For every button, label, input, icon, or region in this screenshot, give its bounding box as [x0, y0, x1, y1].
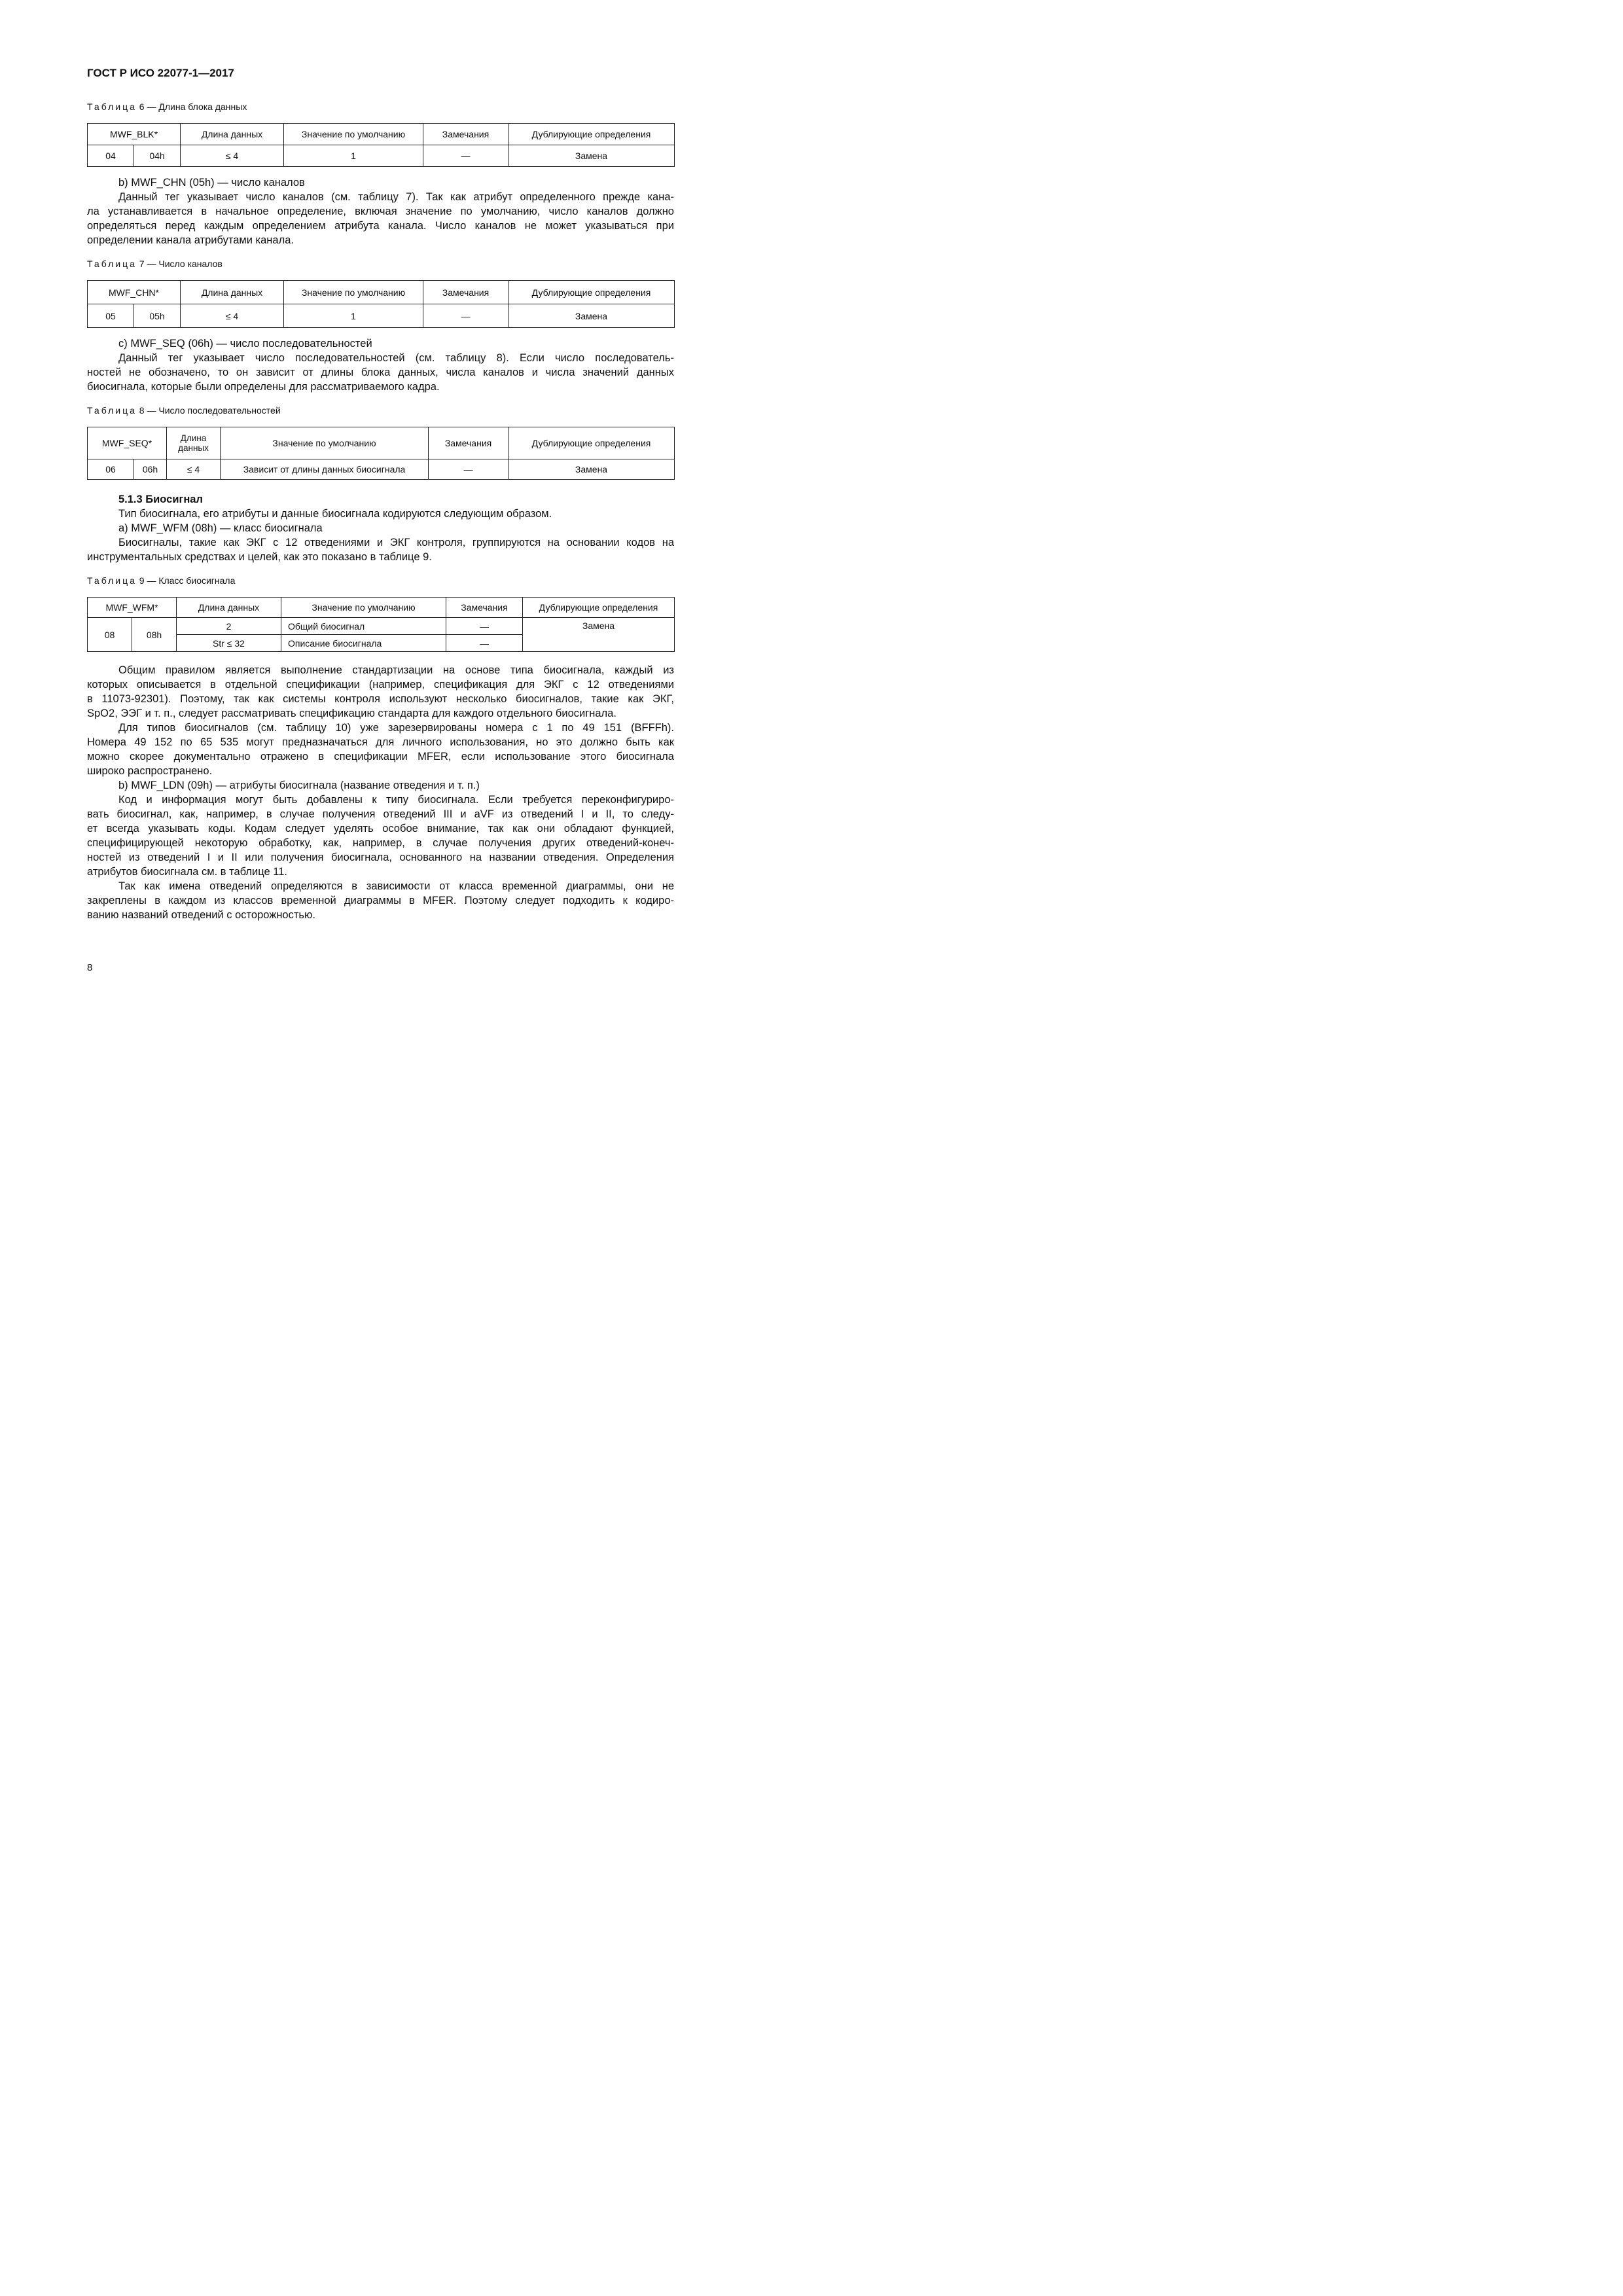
- header-cell: Длина данных: [181, 281, 284, 304]
- header-cell: Дублирующие определения: [523, 598, 675, 618]
- table-cell: 04: [88, 145, 134, 167]
- paragraph-line: закреплены в каждом из классов временной диаграммы в MFER. Поэтому следует подходить к кодиро-: [87, 895, 674, 906]
- paragraph-line: Номера 49 152 по 65 535 могут предназначаться для личного использования, но это должно быть как: [87, 736, 674, 748]
- table-row: [88, 459, 675, 480]
- table-cell: Общий биосигнал: [281, 618, 446, 635]
- paragraph-line: Данный тег указывает число последовательностей (см. таблицу 8). Если число последователь-: [118, 352, 674, 364]
- table-cell: 2: [177, 618, 281, 635]
- table-caption-label: Таблица: [87, 405, 137, 416]
- table-6: [87, 123, 675, 167]
- table-header-row: [88, 281, 675, 304]
- table-cell: 1: [284, 145, 423, 167]
- paragraph-line: Биосигналы, такие как ЭКГ с 12 отведениями и ЭКГ контроля, группируются на основании кодов на: [118, 537, 674, 548]
- paragraph-line: Код и информация могут быть добавлены к типу биосигнала. Если требуется переконфигуриро-: [118, 794, 674, 806]
- table-cell: 08h: [132, 618, 177, 652]
- table-cell: —: [423, 145, 508, 167]
- table-9-caption: [87, 575, 235, 586]
- header-cell: Значение по умолчанию: [284, 124, 423, 145]
- table-row: [88, 304, 675, 328]
- header-cell: Замечания: [423, 124, 508, 145]
- table-header-row: [88, 427, 675, 459]
- paragraph-line: ностей из отведений I и II или получения биосигнала, основанного на названии отведения. Определения: [87, 852, 674, 863]
- header-cell: Длина данных: [177, 598, 281, 618]
- section-heading: b) MWF_CHN (05h) — число каналов: [118, 177, 305, 188]
- paragraph-line: биосигнала, которые были определены для рассматриваемого кадра.: [87, 381, 440, 393]
- section-heading: b) MWF_LDN (09h) — атрибуты биосигнала (название отведения и т. п.): [118, 780, 480, 791]
- table-cell: Замена: [508, 459, 675, 480]
- header-cell: MWF_CHN*: [88, 281, 181, 304]
- table-9: [87, 597, 675, 652]
- paragraph-line: SpO2, ЭЭГ и т. п., следует рассматривать спецификацию стандарта для каждого отдельного биосигнала.: [87, 708, 616, 719]
- paragraph-line: ностей не обозначено, то он зависит от длины блока данных, числа каналов и числа значений данных: [87, 367, 674, 378]
- table-cell: 08: [88, 618, 132, 652]
- table-cell: 04h: [134, 145, 181, 167]
- table-cell: ≤ 4: [181, 145, 284, 167]
- paragraph-line: в 11073-92301). Поэтому, так как системы контроля используют несколько биосигналов, такие как ЭКГ,: [87, 693, 674, 705]
- header-cell: MWF_WFM*: [88, 598, 177, 618]
- paragraph-line: определяться перед каждым определением атрибута канала. Число каналов не может указываться при: [87, 220, 674, 232]
- table-cell: Str ≤ 32: [177, 635, 281, 652]
- table-header-row: [88, 598, 675, 618]
- paragraph-line: Так как имена отведений определяются в зависимости от класса временной диаграммы, они не: [118, 880, 674, 892]
- paragraph-line: ет всегда указывать коды. Кодам следует уделять особое внимание, так как они обладают функцией,: [87, 823, 674, 834]
- header-cell: Значение по умолчанию: [221, 427, 429, 459]
- table-caption-text: 7 — Число каналов: [136, 259, 223, 269]
- paragraph-line: ла устанавливается в начальное определение, включая значение по умолчанию, число каналов должно: [87, 206, 674, 217]
- paragraph-line: вать биосигнал, как, например, в случае получения отведений III и aVF из отведений I и II, то следу-: [87, 808, 674, 820]
- header-cell: Замечания: [446, 598, 523, 618]
- table-cell: —: [446, 635, 523, 652]
- table-caption-label: Таблица: [87, 101, 137, 112]
- table-cell: ≤ 4: [167, 459, 221, 480]
- header-cell: MWF_BLK*: [88, 124, 181, 145]
- paragraph-line: атрибутов биосигнала см. в таблице 11.: [87, 866, 287, 878]
- paragraph-line: специфицирующей некоторую обработку, как, например, в случае получения других отведений-конеч-: [87, 837, 674, 849]
- table-cell: Описание биосигнала: [281, 635, 446, 652]
- paragraph-line: которых описывается в отдельной спецификации (например, спецификация для ЭКГ с 12 отведениями: [87, 679, 674, 691]
- paragraph-line: Тип биосигнала, его атрибуты и данные биосигнала кодируются следующим образом.: [118, 508, 552, 520]
- paragraph-line: Общим правилом является выполнение стандартизации на основе типа биосигнала, каждый из: [118, 664, 674, 676]
- header-cell: Замечания: [429, 427, 508, 459]
- table-8-caption: [87, 405, 281, 416]
- table-cell: 05h: [134, 304, 181, 328]
- page-number: 8: [87, 962, 93, 973]
- table-6-caption: [87, 101, 247, 112]
- table-caption-text: 9 — Класс биосигнала: [136, 575, 236, 586]
- paragraph-line: можно скорее документально отражено в спецификации MFER, если использование этого биосигнала: [87, 751, 674, 762]
- header-cell: Значение по умолчанию: [284, 281, 423, 304]
- header-cell: Значение по умолчанию: [281, 598, 446, 618]
- paragraph-line: инструментальных средствах и целей, как это показано в таблице 9.: [87, 551, 432, 563]
- table-cell: 06: [88, 459, 134, 480]
- table-7-caption: [87, 259, 223, 269]
- table-row: [88, 145, 675, 167]
- table-7: [87, 280, 675, 328]
- header-cell: Дублирующие определения: [508, 124, 675, 145]
- section-heading: a) MWF_WFM (08h) — класс биосигнала: [118, 522, 323, 534]
- header-cell: Длина данных: [181, 124, 284, 145]
- table-cell: Замена: [508, 304, 675, 328]
- header-cell: Замечания: [423, 281, 508, 304]
- table-8: [87, 427, 675, 480]
- paragraph-line: определении канала атрибутами канала.: [87, 234, 294, 246]
- table-cell: Замена: [523, 618, 675, 652]
- table-caption-label: Таблица: [87, 259, 137, 269]
- section-heading: c) MWF_SEQ (06h) — число последовательностей: [118, 338, 372, 350]
- table-row: [88, 618, 675, 635]
- paragraph-line: Данный тег указывает число каналов (см. таблицу 7). Так как атрибут определенного прежде кана-: [118, 191, 674, 203]
- paragraph-line: ванию названий отведений с осторожностью.: [87, 909, 315, 921]
- table-cell: —: [429, 459, 508, 480]
- header-cell: Длина данных: [167, 427, 221, 459]
- table-cell: 06h: [134, 459, 167, 480]
- header-cell: Дублирующие определения: [508, 281, 675, 304]
- table-cell: Замена: [508, 145, 675, 167]
- section-heading: 5.1.3 Биосигнал: [118, 493, 203, 505]
- table-header-row: [88, 124, 675, 145]
- table-caption-text: 8 — Число последовательностей: [136, 405, 281, 416]
- paragraph-line: широко распространено.: [87, 765, 213, 777]
- table-cell: 05: [88, 304, 134, 328]
- table-cell: Зависит от длины данных биосигнала: [221, 459, 429, 480]
- table-cell: 1: [284, 304, 423, 328]
- paragraph-line: Для типов биосигналов (см. таблицу 10) уже зарезервированы номера с 1 по 49 151 (BFFFh).: [118, 722, 674, 734]
- table-cell: ≤ 4: [181, 304, 284, 328]
- header-cell: Дублирующие определения: [508, 427, 675, 459]
- table-cell: —: [446, 618, 523, 635]
- document-header: ГОСТ Р ИСО 22077-1—2017: [87, 67, 234, 79]
- table-cell: —: [423, 304, 508, 328]
- header-cell: MWF_SEQ*: [88, 427, 167, 459]
- table-caption-label: Таблица: [87, 575, 137, 586]
- table-caption-text: 6 — Длина блока данных: [136, 101, 247, 112]
